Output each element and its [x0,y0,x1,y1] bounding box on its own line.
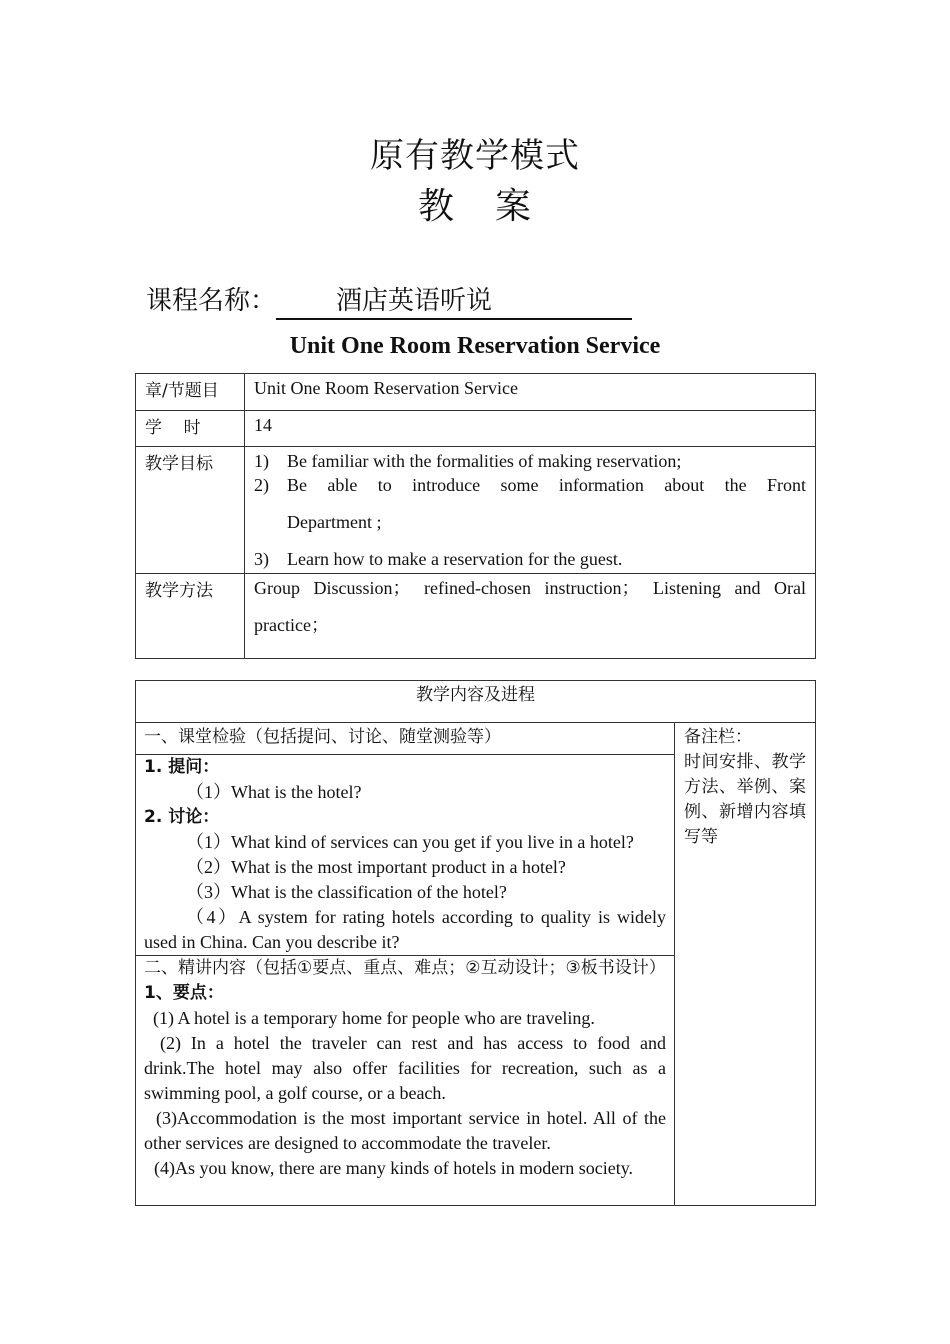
list-item: （1）What kind of services can you get if you live in a hotel? [186,832,634,852]
chapter-label: 章/节题目 [136,374,245,411]
table-row [136,374,816,411]
document-subtitle: 教 案 [417,186,532,226]
course-name: 酒店英语听说 [276,284,632,320]
document-title: 原有教学模式 [370,138,580,175]
hours-label: 学 时 [136,411,245,447]
table-row [136,411,816,447]
course-name-line [146,280,632,320]
list-item: 3) Learn how to make a reservation for the guest. [254,549,623,569]
unit-heading: Unit One Room Reservation Service [289,333,661,359]
table-row [136,574,816,659]
table-row [136,723,816,755]
list-item: （1）What is the hotel? [186,782,362,802]
table-row [136,681,816,723]
methods-value: Group Discussion； refined-chosen instruction； Listening and Oral practice； [245,574,816,659]
list-item: (1) A hotel is a temporary home for people who are traveling. [153,1008,595,1028]
remarks-title: 备注栏： [684,727,752,747]
remarks-text: 时间安排、教学方法、举例、案例、新增内容填写等 [684,752,806,847]
list-item: （3）What is the classification of the hotel? [186,882,507,902]
section2-title: 二、精讲内容（包括①要点、重点、难点；②互动设计；③板书设计） [144,958,666,978]
table-row [136,447,816,574]
section1-content [136,755,675,956]
list-item: （4）A system for rating hotels according to quality is widely used in China. Can you describe it? [144,907,666,952]
list-item: (2) In a hotel the traveler can rest and has access to food and drink.The hotel may also offer facilities for recreation, such as a swimming pool, a golf course, or a beach. [144,1033,666,1103]
section2-content [136,956,675,1206]
chapter-value: Unit One Room Reservation Service [245,374,816,411]
objectives-label: 教学目标 [136,447,245,574]
list-item: （2）What is the most important product in a hotel? [186,857,566,877]
list-item: 1) Be familiar with the formalities of making reservation; [254,451,682,471]
methods-label: 教学方法 [136,574,245,659]
question-heading: 1. 提问： [144,757,220,777]
teaching-content-table [135,680,816,1206]
content-table-header: 教学内容及进程 [136,681,816,723]
hours-value: 14 [245,411,816,447]
list-item: 2) Be able to introduce some information about the Front Department ; [254,475,806,532]
key-points-heading: 1、要点： [144,983,224,1003]
list-item: (3)Accommodation is the most important service in hotel. All of the other services are designed to accommodate the traveler. [144,1108,666,1153]
objectives-list [245,447,816,574]
course-label: 课程名称： [146,286,277,315]
remarks-column [675,723,816,1206]
section1-title: 一、课堂检验（包括提问、讨论、随堂测验等） [136,723,675,755]
lesson-info-table [135,373,816,659]
discussion-heading: 2. 讨论： [144,807,220,827]
list-item: (4)As you know, there are many kinds of hotels in modern society. [154,1158,634,1178]
